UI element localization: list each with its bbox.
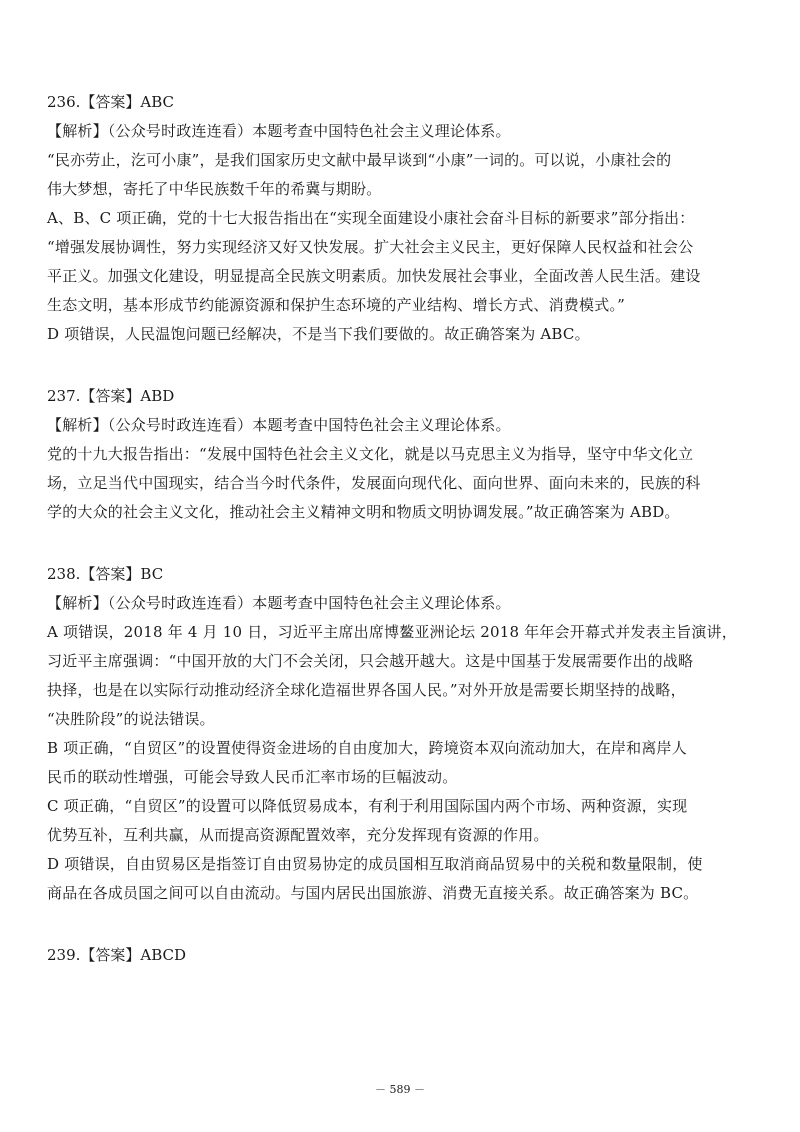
explanation-line: 抉择，也是在以实际行动推动经济全球化造福世界各国人民。”对外开放是需要长期坚持的战略， [47,681,686,699]
explanation-line: 【解析】（公众号时政连连看）本题考查中国特色社会主义理论体系。 [47,416,511,434]
question-239 [47,941,747,970]
explanation-line: 优势互补，互利共赢，从而提高资源配置效率，充分发挥现有资源的作用。 [47,826,549,844]
explanation-line: C 项正确，“自贸区”的设置可以降低贸易成本，有利于利用国际国内两个市场、两种资源，实现 [47,797,688,815]
question-238 [47,560,747,908]
page-number: － 589 － [375,1083,425,1096]
answer-heading: 239.【答案】ABCD [47,946,187,964]
answer-heading: 238.【答案】BC [47,565,164,583]
document-content [47,88,747,1003]
explanation-line: D 项错误，自由贸易区是指签订自由贸易协定的成员国相互取消商品贸易中的关税和数量限制，使 [47,855,703,873]
explanation-line: “增强发展协调性，努力实现经济又好又快发展。扩大社会主义民主，更好保障人民权益和社会公 [47,238,694,256]
explanation-line: A、B、C 项正确，党的十七大报告指出在“实现全面建设小康社会奋斗目标的新要求”部分指出： [47,209,695,227]
question-237 [47,382,747,527]
explanation-line: 场，立足当代中国现实，结合当今时代条件，发展面向现代化、面向世界、面向未来的，民族的科 [47,474,701,492]
explanation-line: “决胜阶段”的说法错误。 [47,710,215,728]
explanation-line: 生态文明，基本形成节约能源资源和保护生态环境的产业结构、增长方式、消费模式。” [47,296,625,314]
explanation-line: A 项错误，2018 年 4 月 10 日，习近平主席出席博鳌亚洲论坛 2018 年年会开幕式并发表主旨演讲， [47,623,737,641]
explanation-line: 商品在各成员国之间可以自由流动。与国内居民出国旅游、消费无直接关系。故正确答案为 BC。 [47,884,699,902]
explanation-line: 【解析】（公众号时政连连看）本题考查中国特色社会主义理论体系。 [47,122,511,140]
explanation-line: 习近平主席强调：“中国开放的大门不会关闭，只会越开越大。这是中国基于发展需要作出的战略 [47,652,694,670]
question-236 [47,88,747,349]
explanation-line: 平正义。加强文化建设，明显提高全民族文明素质。加快发展社会事业，全面改善人民生活。建设 [47,267,701,285]
explanation-line: 党的十九大报告指出：“发展中国特色社会主义文化，就是以马克思主义为指导，坚守中华文化立 [47,445,694,463]
explanation-line: 【解析】（公众号时政连连看）本题考查中国特色社会主义理论体系。 [47,594,511,612]
explanation-line: D 项错误，人民温饱问题已经解决，不是当下我们要做的。故正确答案为 ABC。 [47,325,590,343]
answer-heading: 237.【答案】ABD [47,387,175,405]
explanation-line: “民亦劳止，汔可小康”，是我们国家历史文献中最早谈到“小康”一词的。可以说，小康社会的 [47,151,672,169]
explanation-line: 伟大梦想，寄托了中华民族数千年的希冀与期盼。 [47,180,382,198]
explanation-line: 民币的联动性增强，可能会导致人民币汇率市场的巨幅波动。 [47,768,458,786]
explanation-line: B 项正确，“自贸区”的设置使得资金进场的自由度加大，跨境资本双向流动加大，在岸和离岸人 [47,739,687,757]
answer-heading: 236.【答案】ABC [47,93,175,111]
explanation-line: 学的大众的社会主义文化，推动社会主义精神文明和物质文明协调发展。”故正确答案为 ABD。 [47,503,680,521]
